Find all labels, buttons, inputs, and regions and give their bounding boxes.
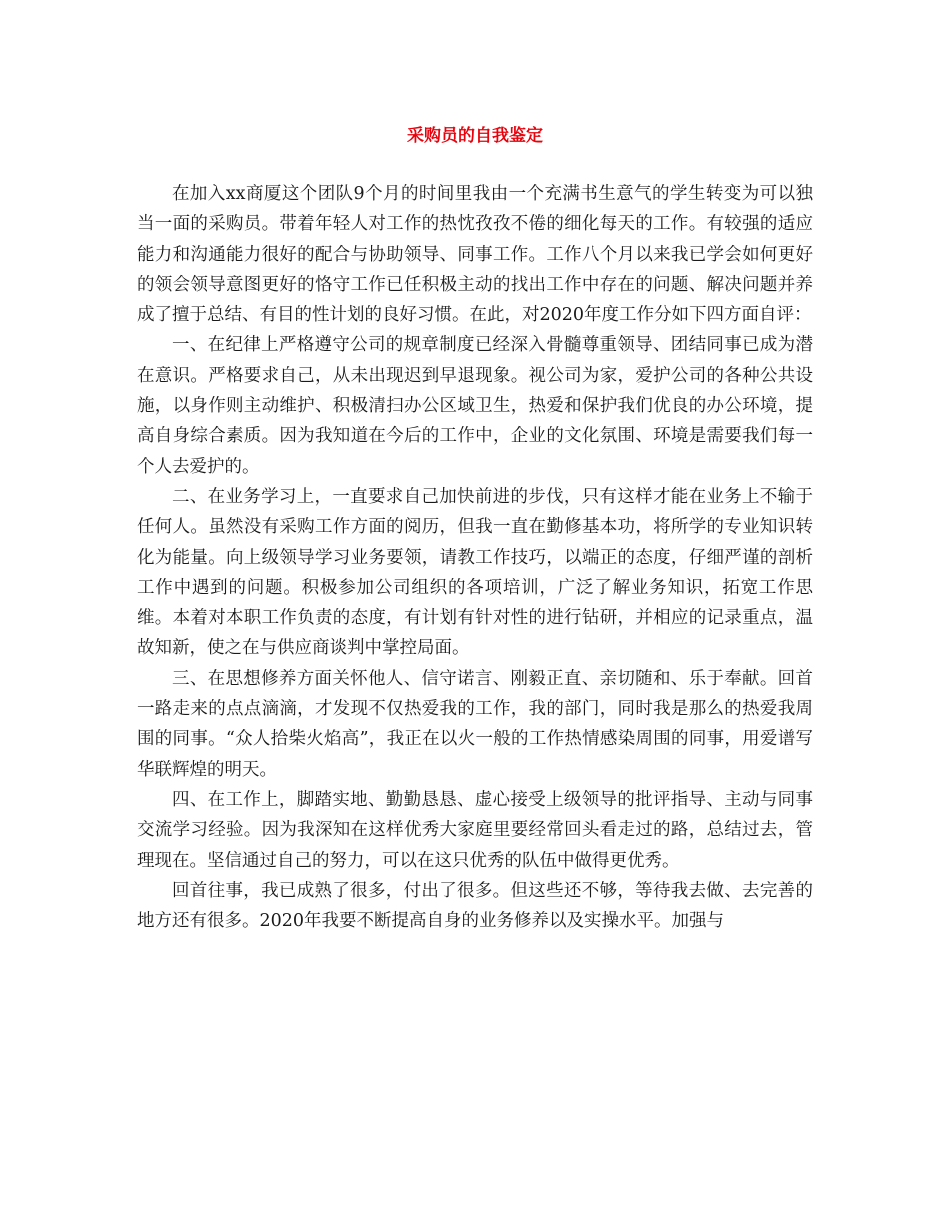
document-body: [137, 179, 813, 936]
paragraph-intro: 在加入xx商厦这个团队9个月的时间里我由一个充满书生意气的学生转变为可以独当一面的采购员。带着年轻人对工作的热忱孜孜不倦的细化每天的工作。有较强的适应能力和沟通能力很好的配合与协助领导、同事工作。工作八个月以来我已学会如何更好的领会领导意图更好的恪守工作已任积极主动的找出工作中存在的问题、解决问题并养成了擅于总结、有目的性计划的良好习惯。在此，对2020年度工作分如下四方面自评：: [137, 184, 813, 326]
paragraph-work: 四、在工作上，脚踏实地、勤勤恳恳、虚心接受上级领导的批评指导、主动与同事交流学习经验。因为我深知在这样优秀大家庭里要经常回头看走过的路，总结过去，管理现在。坚信通过自己的努力，可以在这只优秀的队伍中做得更优秀。: [137, 789, 813, 871]
paragraph-business-study: 二、在业务学习上，一直要求自己加快前进的步伐，只有这样才能在业务上不输于任何人。虽然没有采购工作方面的阅历，但我一直在勤修基本功，将所学的专业知识转化为能量。向上级领导学习业务要领，请教工作技巧，以端正的态度，仔细严谨的剖析工作中遇到的问题。积极参加公司组织的各项培训，广泛了解业务知识，拓宽工作思维。本着对本职工作负责的态度，有计划有针对性的进行钻研，并相应的记录重点，温故知新，使之在与供应商谈判中掌控局面。: [137, 486, 813, 659]
paragraph-conclusion: 回首往事，我已成熟了很多，付出了很多。但这些还不够，等待我去做、去完善的地方还有很多。2020年我要不断提高自身的业务修养以及实操水平。加强与: [137, 880, 813, 932]
document-title: 采购员的自我鉴定: [407, 126, 543, 146]
paragraph-ideology: 三、在思想修养方面关怀他人、信守诺言、刚毅正直、亲切随和、乐于奉献。回首一路走来的点点滴滴，才发现不仅热爱我的工作，我的部门，同时我是那么的热爱我周围的同事。“众人拾柴火焰高”，我正在以火一般的工作热情感染周围的同事，用爱谱写华联辉煌的明天。: [137, 668, 813, 780]
paragraph-discipline: 一、在纪律上严格遵守公司的规章制度已经深入骨髓尊重领导、团结同事已成为潜在意识。严格要求自己，从未出现迟到早退现象。视公司为家，爱护公司的各种公共设施，以身作则主动维护、积极清扫办公区域卫生，热爱和保护我们优良的办公环境，提高自身综合素质。因为我知道在今后的工作中，企业的文化氛围、环境是需要我们每一个人去爱护的。: [137, 335, 813, 477]
